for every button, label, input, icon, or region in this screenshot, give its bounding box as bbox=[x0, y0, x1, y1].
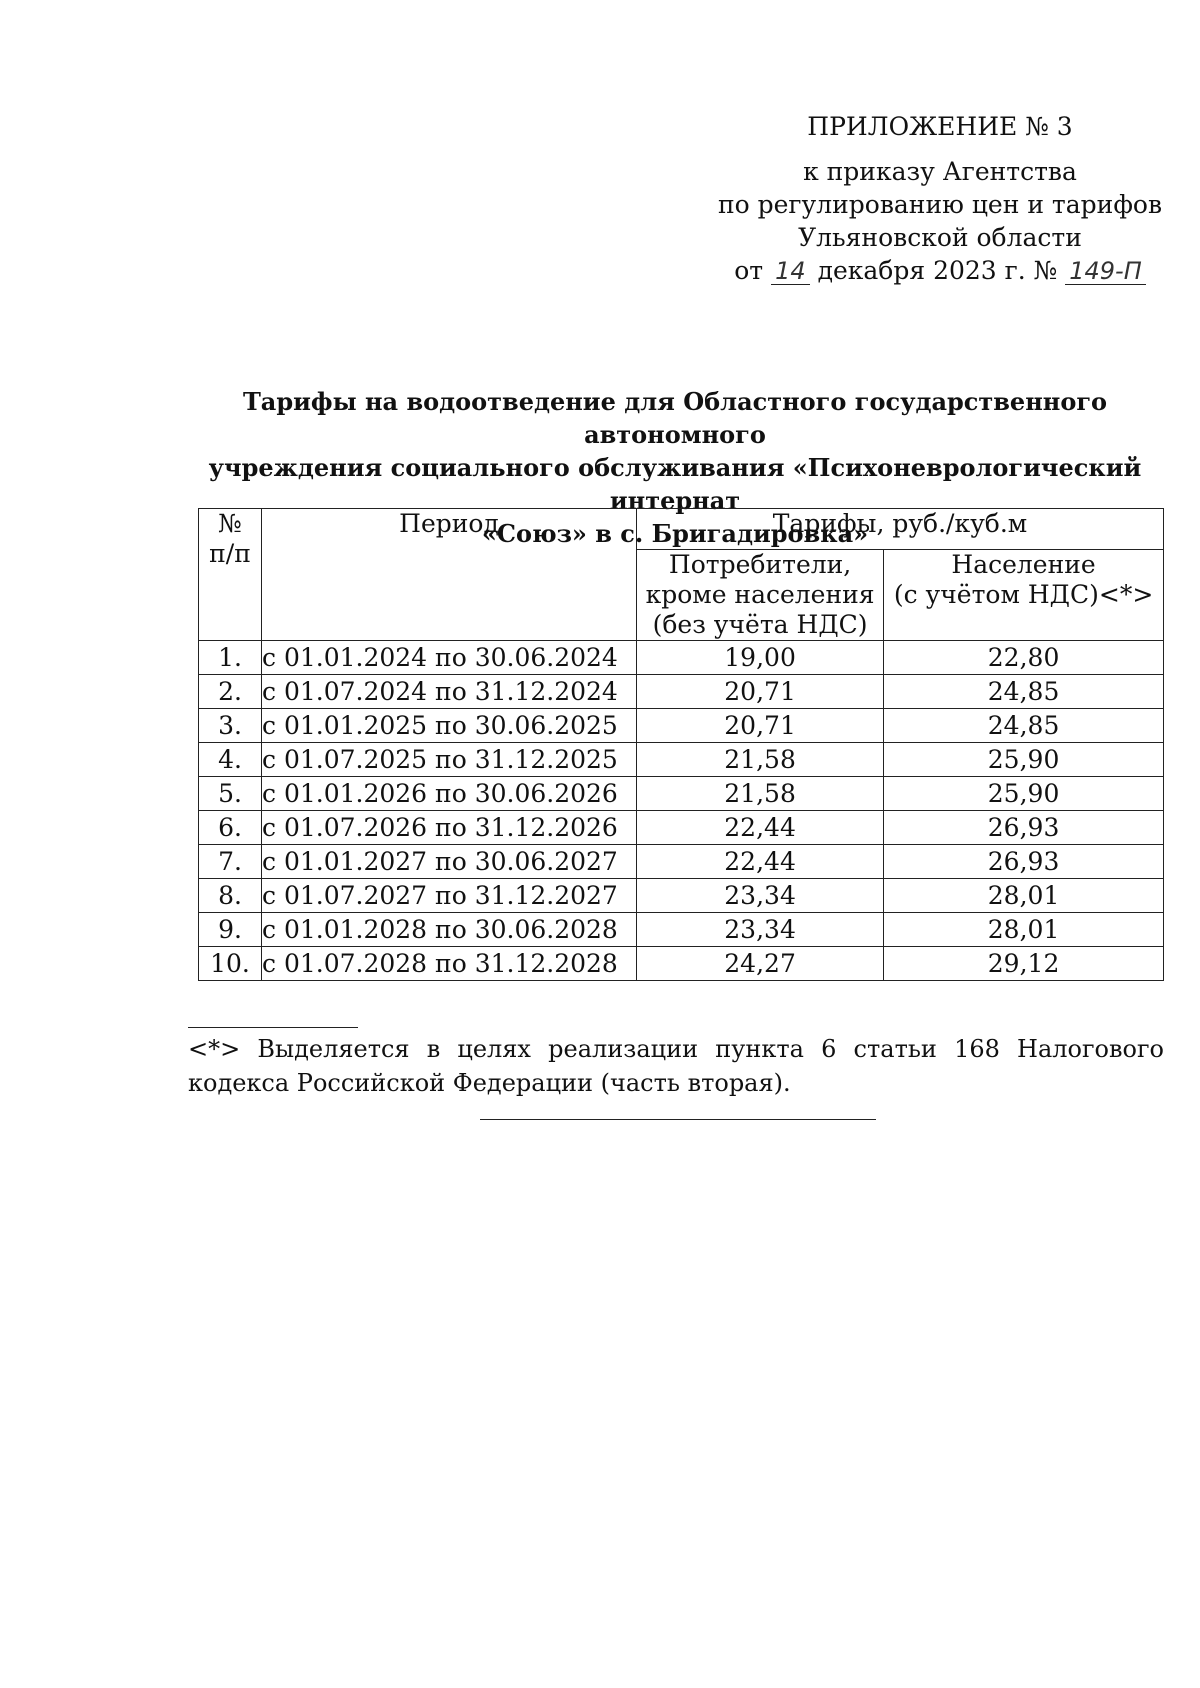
cell-period: с 01.07.2025 по 31.12.2025 bbox=[262, 743, 637, 777]
cell-number: 3. bbox=[199, 709, 262, 743]
footnote-separator bbox=[188, 1027, 358, 1028]
cell-period: с 01.01.2028 по 30.06.2028 bbox=[262, 913, 637, 947]
title-line-3: «Союз» в с. Бригадировка» bbox=[481, 519, 869, 548]
cell-population: 28,01 bbox=[884, 913, 1164, 947]
header-number-line-2: п/п bbox=[209, 539, 251, 568]
cell-period: с 01.01.2024 по 30.06.2024 bbox=[262, 641, 637, 675]
cell-population: 24,85 bbox=[884, 709, 1164, 743]
header-consumers-line-1: Потребители, bbox=[668, 550, 852, 579]
cell-population: 28,01 bbox=[884, 879, 1164, 913]
cell-consumers: 21,58 bbox=[637, 743, 884, 777]
cell-period: с 01.01.2026 по 30.06.2026 bbox=[262, 777, 637, 811]
cell-consumers: 20,71 bbox=[637, 709, 884, 743]
date-prefix: от bbox=[734, 256, 764, 285]
handwritten-day: 14 bbox=[771, 258, 810, 285]
cell-number: 10. bbox=[199, 947, 262, 981]
table-row bbox=[199, 709, 1164, 743]
header-period: Период bbox=[262, 509, 637, 641]
cell-population: 29,12 bbox=[884, 947, 1164, 981]
cell-population: 25,90 bbox=[884, 743, 1164, 777]
table-row bbox=[199, 811, 1164, 845]
cell-consumers: 22,44 bbox=[637, 845, 884, 879]
table-row bbox=[199, 641, 1164, 675]
header-tariffs: Тарифы, руб./куб.м bbox=[637, 509, 1164, 550]
cell-consumers: 19,00 bbox=[637, 641, 884, 675]
header-number-line-1: № bbox=[218, 509, 242, 538]
cell-number: 5. bbox=[199, 777, 262, 811]
cell-population: 26,93 bbox=[884, 811, 1164, 845]
title-line-2: учреждения социального обслуживания «Психоневрологический интернат bbox=[208, 453, 1142, 515]
cell-consumers: 21,58 bbox=[637, 777, 884, 811]
appendix-block bbox=[700, 110, 1180, 287]
cell-consumers: 23,34 bbox=[637, 879, 884, 913]
cell-consumers: 24,27 bbox=[637, 947, 884, 981]
header-consumers-line-3: (без учёта НДС) bbox=[652, 610, 868, 639]
cell-population: 24,85 bbox=[884, 675, 1164, 709]
cell-consumers: 20,71 bbox=[637, 675, 884, 709]
cell-number: 6. bbox=[199, 811, 262, 845]
cell-number: 4. bbox=[199, 743, 262, 777]
cell-period: с 01.07.2028 по 31.12.2028 bbox=[262, 947, 637, 981]
tariffs-table bbox=[198, 508, 1164, 981]
appendix-title: ПРИЛОЖЕНИЕ № 3 bbox=[807, 112, 1073, 141]
table-row bbox=[199, 743, 1164, 777]
table-row bbox=[199, 777, 1164, 811]
header-population-line-2: (с учётом НДС)<*> bbox=[893, 580, 1154, 609]
cell-period: с 01.07.2026 по 31.12.2026 bbox=[262, 811, 637, 845]
date-rest: декабря 2023 г. № bbox=[817, 256, 1058, 285]
appendix-line-1: к приказу Агентства bbox=[803, 157, 1077, 186]
table-row bbox=[199, 947, 1164, 981]
cell-population: 25,90 bbox=[884, 777, 1164, 811]
header-population-line-1: Население bbox=[951, 550, 1096, 579]
table-row bbox=[199, 879, 1164, 913]
appendix-line-3: Ульяновской области bbox=[798, 223, 1082, 252]
cell-number: 9. bbox=[199, 913, 262, 947]
header-number bbox=[199, 509, 262, 641]
title-line-1: Тарифы на водоотведение для Областного государственного автономного bbox=[242, 387, 1108, 449]
table-row bbox=[199, 845, 1164, 879]
cell-period: с 01.01.2025 по 30.06.2025 bbox=[262, 709, 637, 743]
cell-period: с 01.01.2027 по 30.06.2027 bbox=[262, 845, 637, 879]
cell-period: с 01.07.2024 по 31.12.2024 bbox=[262, 675, 637, 709]
header-consumers bbox=[637, 550, 884, 641]
cell-population: 26,93 bbox=[884, 845, 1164, 879]
cell-population: 22,80 bbox=[884, 641, 1164, 675]
header-population bbox=[884, 550, 1164, 641]
appendix-line-2: по регулированию цен и тарифов bbox=[717, 190, 1163, 219]
cell-number: 2. bbox=[199, 675, 262, 709]
footnote-text: <*> Выделяется в целях реализации пункта 6 статьи 168 Налогового кодекса Российской Федерации (часть вторая). bbox=[188, 1035, 1164, 1097]
handwritten-order-number: 149-П bbox=[1065, 258, 1146, 285]
cell-number: 1. bbox=[199, 641, 262, 675]
cell-number: 7. bbox=[199, 845, 262, 879]
header-consumers-line-2: кроме населения bbox=[645, 580, 875, 609]
cell-consumers: 23,34 bbox=[637, 913, 884, 947]
table-header-row bbox=[199, 509, 1164, 550]
cell-number: 8. bbox=[199, 879, 262, 913]
cell-consumers: 22,44 bbox=[637, 811, 884, 845]
table-row bbox=[199, 675, 1164, 709]
appendix-date-line bbox=[700, 254, 1180, 287]
document-end-line bbox=[480, 1119, 876, 1120]
cell-period: с 01.07.2027 по 31.12.2027 bbox=[262, 879, 637, 913]
table-row bbox=[199, 913, 1164, 947]
